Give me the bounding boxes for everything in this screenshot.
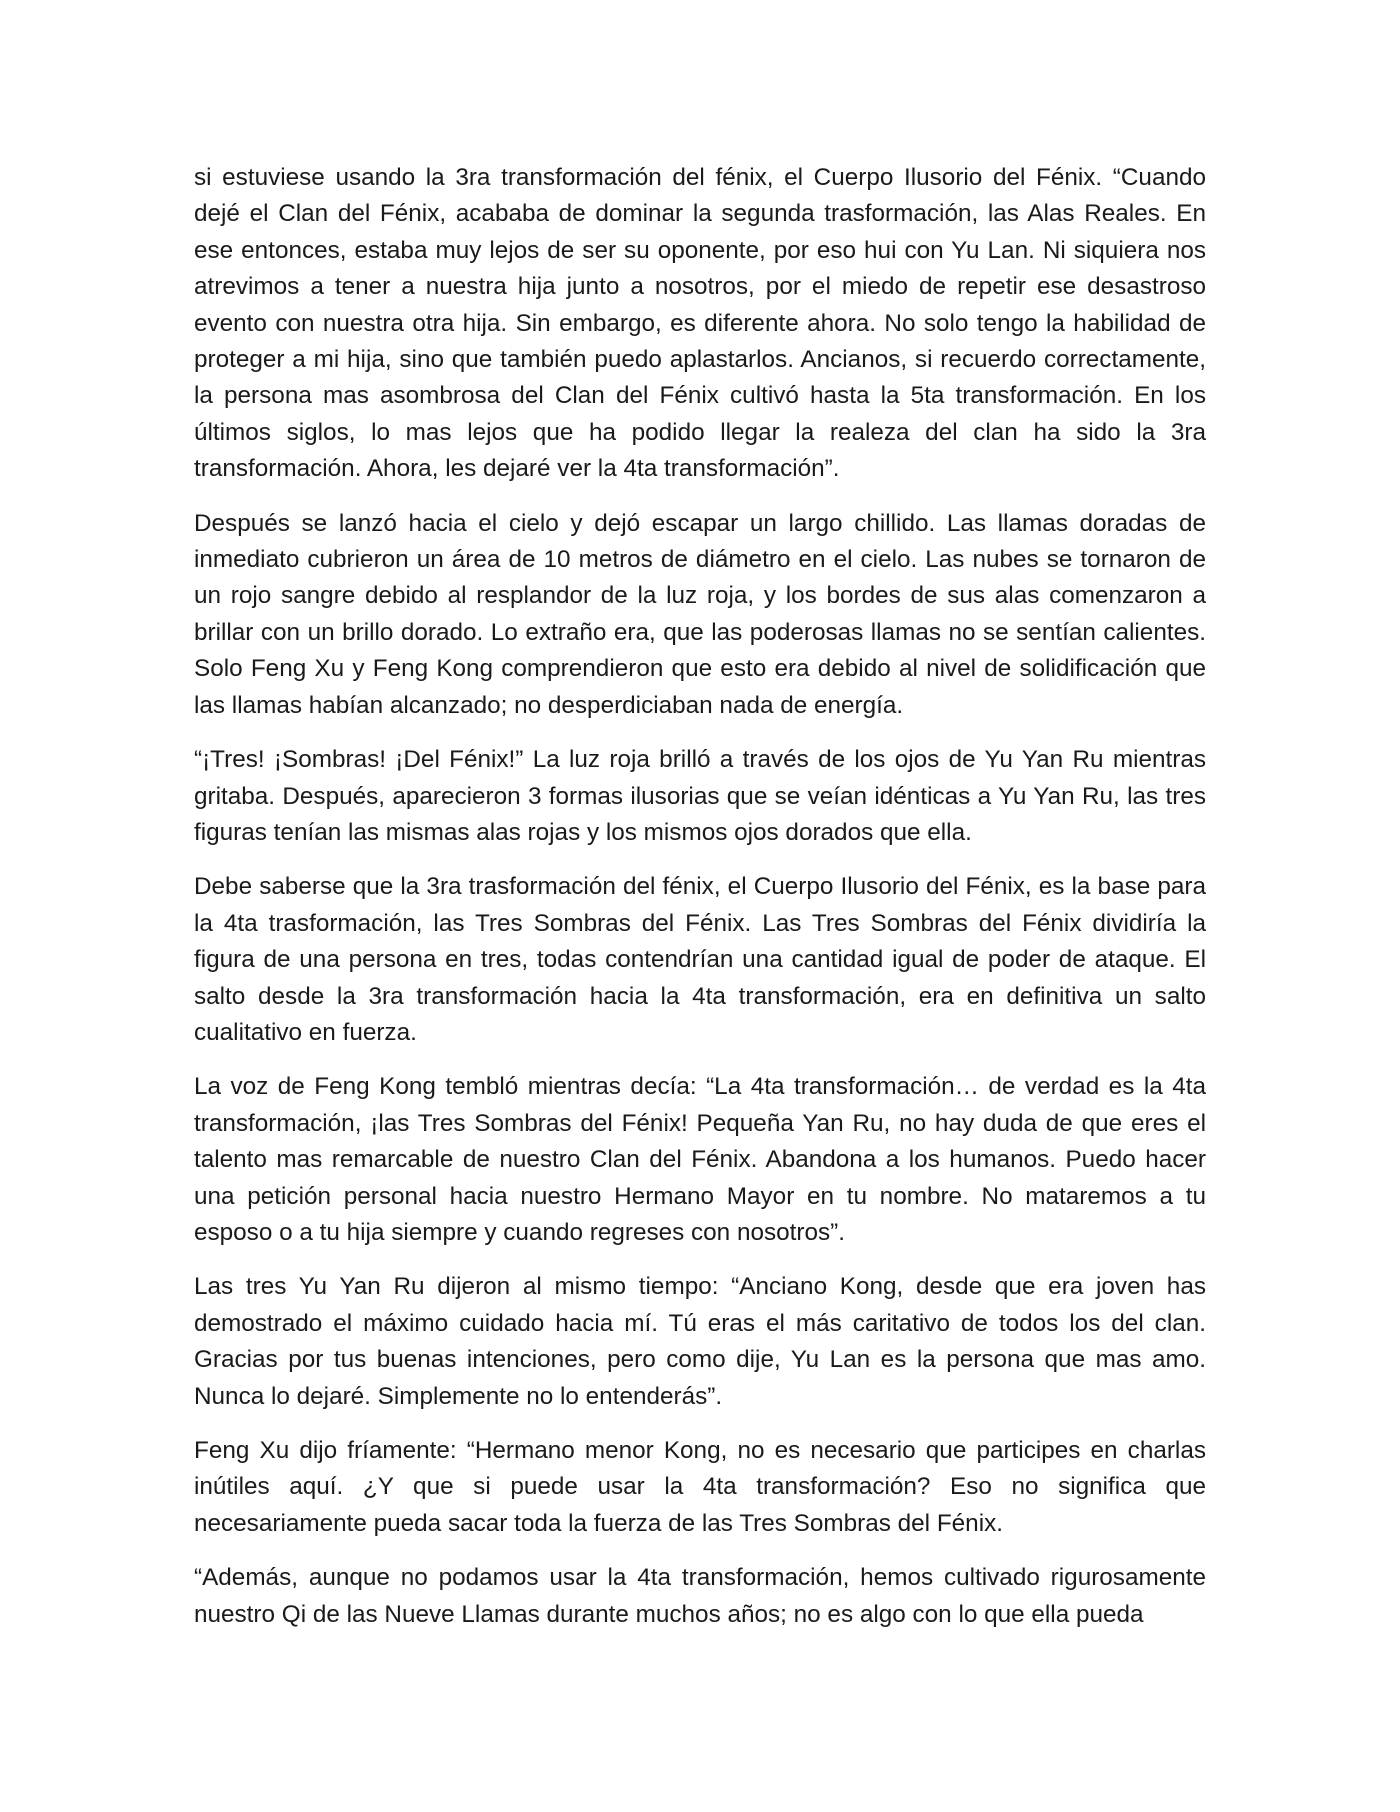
paragraph: “¡Tres! ¡Sombras! ¡Del Fénix!” La luz roja brilló a través de los ojos de Yu Yan Ru mientras gritaba. Después, aparecieron 3 formas ilusorias que se veían idénticas a Yu Yan Ru, las tres figuras tenían las mismas alas rojas y los mismos ojos dorados que ella.	[194, 746, 1206, 846]
paragraph: Feng Xu dijo fríamente: “Hermano menor Kong, no es necesario que participes en charlas inútiles aquí. ¿Y que si puede usar la 4ta transformación? Eso no significa que necesariamente pueda sacar toda la fuerza de las Tres Sombras del Fénix.	[194, 1437, 1206, 1537]
paragraph: Debe saberse que la 3ra trasformación del fénix, el Cuerpo Ilusorio del Fénix, es la base para la 4ta trasformación, las Tres Sombras del Fénix. Las Tres Sombras del Fénix dividiría la figura de una persona en tres, todas contendrían una cantidad igual de poder de ataque. El salto desde la 3ra transformación hacia la 4ta transformación, era en definitiva un salto cualitativo en fuerza.	[194, 873, 1206, 1046]
paragraph: si estuviese usando la 3ra transformación del fénix, el Cuerpo Ilusorio del Fénix. “Cuando dejé el Clan del Fénix, acababa de dominar la segunda trasformación, las Alas Reales. En ese entonces, estaba muy lejos de ser su oponente, por eso hui con Yu Lan. Ni siquiera nos atrevimos a tener a nuestra hija junto a nosotros, por el miedo de repetir ese desastroso evento con nuestra otra hija. Sin embargo, es diferente ahora. No solo tengo la habilidad de proteger a mi hija, sino que también puedo aplastarlos. Ancianos, si recuerdo correctamente, la persona mas asombrosa del Clan del Fénix cultivó hasta la 5ta transformación. En los últimos siglos, lo mas lejos que ha podido llegar la realeza del clan ha sido la 3ra transformación. Ahora, les dejaré ver la 4ta transformación”.	[194, 164, 1206, 483]
paragraph: “Además, aunque no podamos usar la 4ta transformación, hemos cultivado rigurosamente nuestro Qi de las Nueve Llamas durante muchos años; no es algo con lo que ella pueda	[194, 1564, 1206, 1628]
paragraph: La voz de Feng Kong tembló mientras decía: “La 4ta transformación… de verdad es la 4ta transformación, ¡las Tres Sombras del Fénix! Pequeña Yan Ru, no hay duda de que eres el talento mas remarcable de nuestro Clan del Fénix. Abandona a los humanos. Puedo hacer una petición personal hacia nuestro Hermano Mayor en tu nombre. No mataremos a tu esposo o a tu hija siempre y cuando regreses con nosotros”.	[194, 1073, 1206, 1246]
paragraph: Las tres Yu Yan Ru dijeron al mismo tiempo: “Anciano Kong, desde que era joven has demostrado el máximo cuidado hacia mí. Tú eras el más caritativo de todos los del clan. Gracias por tus buenas intenciones, pero como dije, Yu Lan es la persona que mas amo. Nunca lo dejaré. Simplemente no lo entenderás”.	[194, 1273, 1206, 1410]
paragraph: Después se lanzó hacia el cielo y dejó escapar un largo chillido. Las llamas doradas de inmediato cubrieron un área de 10 metros de diámetro en el cielo. Las nubes se tornaron de un rojo sangre debido al resplandor de la luz roja, y los bordes de sus alas comenzaron a brillar con un brillo dorado. Lo extraño era, que las poderosas llamas no se sentían calientes. Solo Feng Xu y Feng Kong comprendieron que esto era debido al nivel de solidificación que las llamas habían alcanzado; no desperdiciaban nada de energía.	[194, 509, 1206, 719]
document-body	[194, 160, 1206, 1651]
